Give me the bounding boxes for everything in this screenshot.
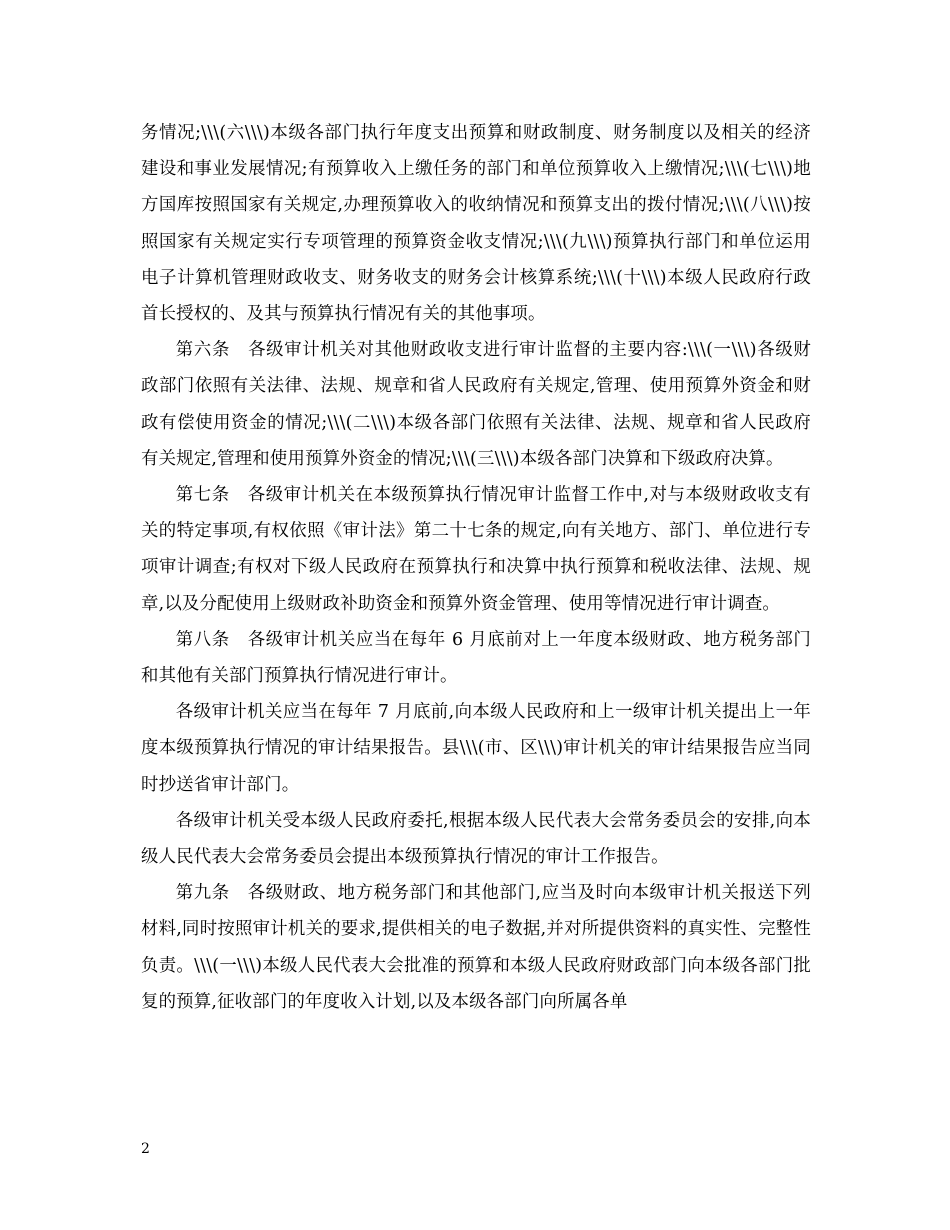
page-number: 2	[141, 1141, 150, 1157]
body-text	[141, 115, 811, 1020]
paragraph-continuation: 务情况;\\\(六\\\)本级各部门执行年度支出预算和财政制度、财务制度以及相关的经济建设和事业发展情况;有预算收入上缴任务的部门和单位预算收入上缴情况;\\\(七\\\)地方国库按照国家有关规定,办理预算收入的收纳情况和预算支出的拨付情况;\\\(八\\\)按照国家有关规定实行专项管理的预算资金收支情况;\\\(九\\\)预算执行部门和单位运用电子计算机管理财政收支、财务收支的财务会计核算系统;\\\(十\\\)本级人民政府行政首长授权的、及其与预算执行情况有关的其他事项。	[141, 123, 811, 325]
paragraph-article-8-work-report: 各级审计机关受本级人民政府委托,根据本级人民代表大会常务委员会的安排,向本级人民代表大会常务委员会提出本级预算执行情况的审计工作报告。	[141, 810, 811, 868]
paragraph-article-8: 第八条 各级审计机关应当在每年 6 月底前对上一年度本级财政、地方税务部门和其他有关部门预算执行情况进行审计。	[141, 629, 811, 687]
paragraph-article-7: 第七条 各级审计机关在本级预算执行情况审计监督工作中,对与本级财政收支有关的特定事项,有权依照《审计法》第二十七条的规定,向有关地方、部门、单位进行专项审计调查;有权对下级人民政府在预算执行和决算中执行预算和税收法律、法规、规章,以及分配使用上级财政补助资金和预算外资金管理、使用等情况进行审计调查。	[141, 485, 811, 614]
paragraph-article-9: 第九条 各级财政、地方税务部门和其他部门,应当及时向本级审计机关报送下列材料,同时按照审计机关的要求,提供相关的电子数据,并对所提供资料的真实性、完整性负责。\\\(一\\\)本级人民代表大会批准的预算和本级人民政府财政部门向本级各部门批复的预算,征收部门的年度收入计划,以及本级各部门向所属各单	[141, 883, 811, 1012]
paragraph-article-6: 第六条 各级审计机关对其他财政收支进行审计监督的主要内容:\\\(一\\\)各级财政部门依照有关法律、法规、规章和省人民政府有关规定,管理、使用预算外资金和财政有偿使用资金的情况;\\\(二\\\)本级各部门依照有关法律、法规、规章和省人民政府有关规定,管理和使用预算外资金的情况;\\\(三\\\)本级各部门决算和下级政府决算。	[141, 340, 811, 469]
paragraph-article-8-report: 各级审计机关应当在每年 7 月底前,向本级人民政府和上一级审计机关提出上一年度本级预算执行情况的审计结果报告。县\\\(市、区\\\)审计机关的审计结果报告应当同时抄送省审计部门。	[141, 702, 811, 795]
